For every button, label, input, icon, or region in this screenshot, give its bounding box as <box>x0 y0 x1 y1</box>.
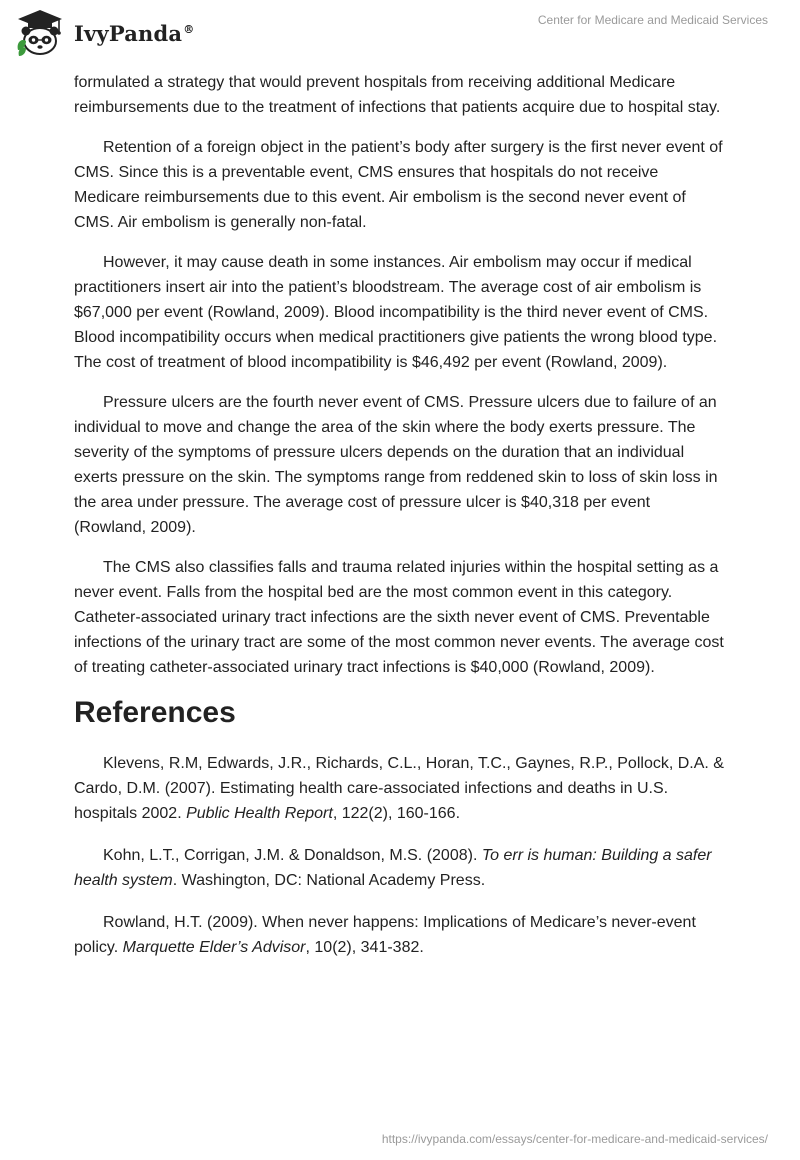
references-heading: References <box>74 696 236 729</box>
registered-mark: ® <box>183 22 195 36</box>
reference-text: Kohn, L.T., Corrigan, J.M. & Donaldson, M.S. (2008). <box>103 847 482 864</box>
reference-details: . Washington, DC: National Academy Press. <box>172 872 486 889</box>
page-header <box>0 0 800 62</box>
body-paragraph: The CMS also classifies falls and trauma related injuries within the hospital setting as a never event. Falls from the hospital bed are the most common event in this category. Catheter-associated urinary tract infections are the sixth never event of CMS. Preventable infections of the urinary tract are some of the most common never events. The average cost of treating catheter-associated urinary tract infections is $40,000 (Rowland, 2009). <box>74 559 724 676</box>
panda-graduate-icon <box>14 8 66 58</box>
reference-source: Public Health Report <box>186 805 333 822</box>
source-url-link[interactable]: https://ivypanda.com/essays/center-for-medicare-and-medicaid-services/ <box>381 1132 768 1146</box>
reference-details: , 10(2), 341-382. <box>305 939 424 956</box>
body-paragraph: Retention of a foreign object in the patient’s body after surgery is the first never event of CMS. Since this is a preventable event, CMS ensures that hospitals do not receive Medicare reimbursements due to this event. Air embolism is the second never event of CMS. Air embolism is generally non-fatal. <box>74 139 723 231</box>
reference-item <box>74 843 726 893</box>
body-paragraph: formulated a strategy that would prevent hospitals from receiving additional Medicare reimbursements due to the treatment of infections that patients acquire due to hospital stay. <box>74 74 721 116</box>
body-paragraph: However, it may cause death in some instances. Air embolism may occur if medical practitioners insert air into the patient’s bloodstream. The average cost of air embolism is $67,000 per event (Rowland, 2009). Blood incompatibility is the third never event of CMS. Blood incompatibility occurs when medical practitioners give patients the wrong blood type. The cost of treatment of blood incompatibility is $46,492 per event (Rowland, 2009). <box>74 254 718 371</box>
reference-source: Marquette Elder’s Advisor <box>122 939 306 956</box>
reference-text: Klevens, R.M, Edwards, J.R., Richards, C.L., Horan, T.C., Gaynes, R.P., Pollock, D.A. & Cardo, D.M. (2007). Estimating health care-associated infections and deaths in U.S. hospitals 2002. <box>74 755 724 822</box>
reference-source: To err is human: Building a safer health system <box>74 847 712 889</box>
body-paragraph: Pressure ulcers are the fourth never event of CMS. Pressure ulcers due to failure of an individual to move and change the area of the skin where the body exerts pressure. The severity of the symptoms of pressure ulcers depends on the duration that an individual exerts pressure on the skin. The symptoms range from reddened skin to loss of skin loss in the area under pressure. The average cost of pressure ulcer is $40,318 per event (Rowland, 2009). <box>74 394 718 536</box>
document-title: Center for Medicare and Medicaid Services <box>537 13 768 27</box>
reference-item <box>74 910 726 960</box>
reference-text: Rowland, H.T. (2009). When never happens: Implications of Medicare’s never-event policy. <box>74 914 696 956</box>
logo-name: IvyPanda <box>74 20 183 46</box>
essay-content <box>74 70 726 977</box>
ivypanda-logo[interactable] <box>14 8 194 58</box>
reference-item <box>74 751 726 826</box>
reference-details: , 122(2), 160-166. <box>332 805 461 822</box>
logo-wordmark <box>74 21 194 46</box>
